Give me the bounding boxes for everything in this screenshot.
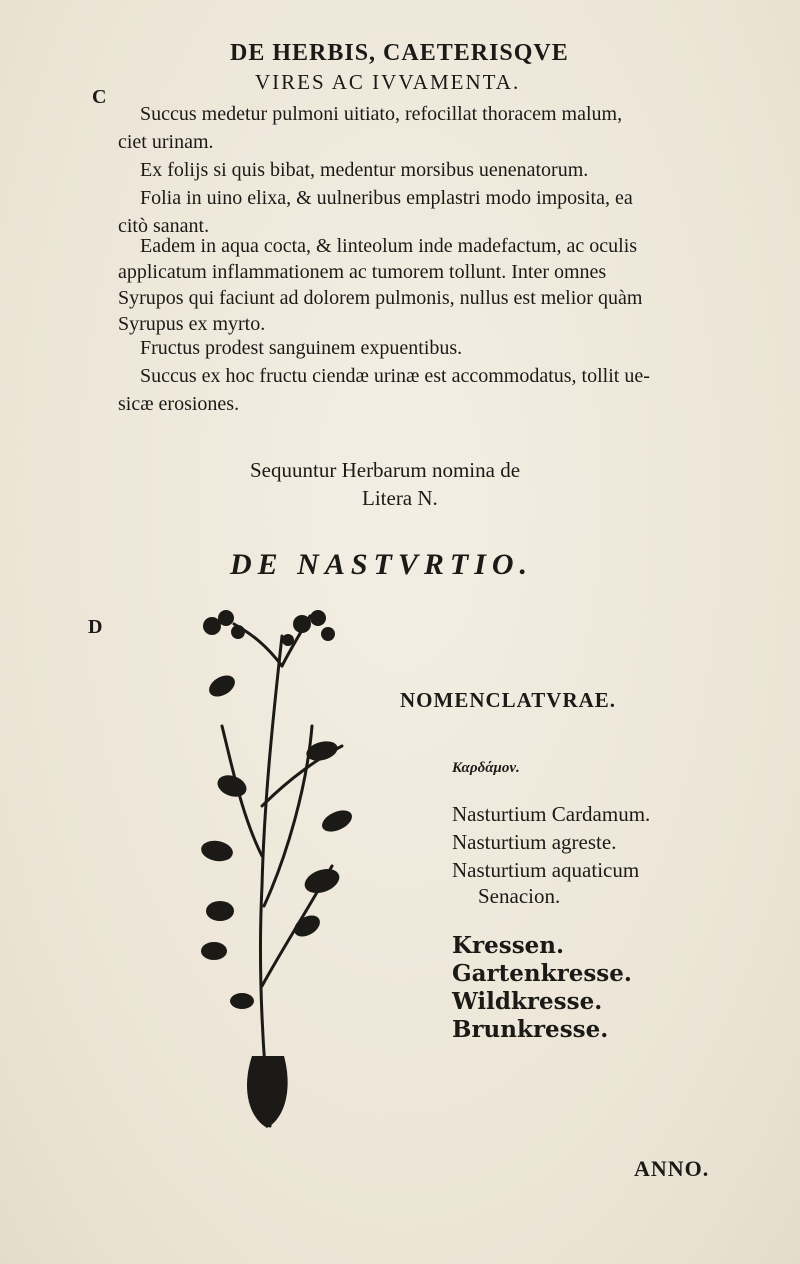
body-line-2: ciet urinam. (118, 131, 214, 153)
margin-letter-c: C (92, 86, 107, 108)
body-line-9: Syrupus ex myrto. (118, 313, 266, 335)
latin-name-2: Nasturtium agreste. (452, 830, 617, 854)
latin-name-3: Nasturtium aquaticum (452, 858, 640, 882)
body-line-12: sicæ erosiones. (118, 393, 240, 415)
body-line-1: Succus medetur pulmoni uitiato, refocillat thoracem malum, (140, 103, 623, 125)
body-line-8: Syrupos qui faciunt ad dolorem pulmonis, nullus est melior quàm (118, 287, 643, 309)
nomenclaturae-heading: NOMENCLATVRAE. (400, 688, 617, 712)
vires-heading: VIRES AC IVVAMENTA. (255, 70, 521, 94)
body-line-5: citò sanant. (118, 215, 210, 237)
body-line-3: Ex folijs si quis bibat, medentur morsibus uenenatorum. (140, 159, 589, 181)
body-line-10: Fructus prodest sanguinem expuentibus. (140, 337, 463, 359)
german-name-2: Gartenkresse. (452, 960, 632, 987)
body-line-4: Folia in uino elixa, & uulneribus emplastri modo imposita, ea (140, 187, 633, 209)
body-line-6: Eadem in aqua cocta, & linteolum inde madefactum, ac oculis (140, 235, 638, 257)
sequuntur-line-1: Sequuntur Herbarum nomina de (250, 458, 521, 482)
body-line-11: Succus ex hoc fructu ciendæ urinæ est accommodatus, tollit ue- (140, 365, 650, 387)
catchword: ANNO. (634, 1156, 710, 1181)
latin-name-1: Nasturtium Cardamum. (452, 802, 651, 826)
nasturtium-woodcut-icon (192, 606, 362, 1131)
body-line-7: applicatum inflammationem ac tumorem tollunt. Inter omnes (118, 261, 607, 283)
greek-name: Καρδάμον. (452, 760, 520, 776)
german-name-3: Wildkresse. (452, 988, 603, 1015)
margin-letter-d: D (88, 616, 103, 638)
german-name-4: Brunkresse. (452, 1016, 609, 1043)
running-head: DE HERBIS, CAETERISQVE (230, 40, 569, 66)
german-name-1: Kressen. (452, 932, 565, 959)
latin-name-4: Senacion. (478, 884, 561, 908)
sequuntur-line-2: Litera N. (362, 486, 438, 510)
plant-title: DE NASTVRTIO. (230, 548, 534, 581)
